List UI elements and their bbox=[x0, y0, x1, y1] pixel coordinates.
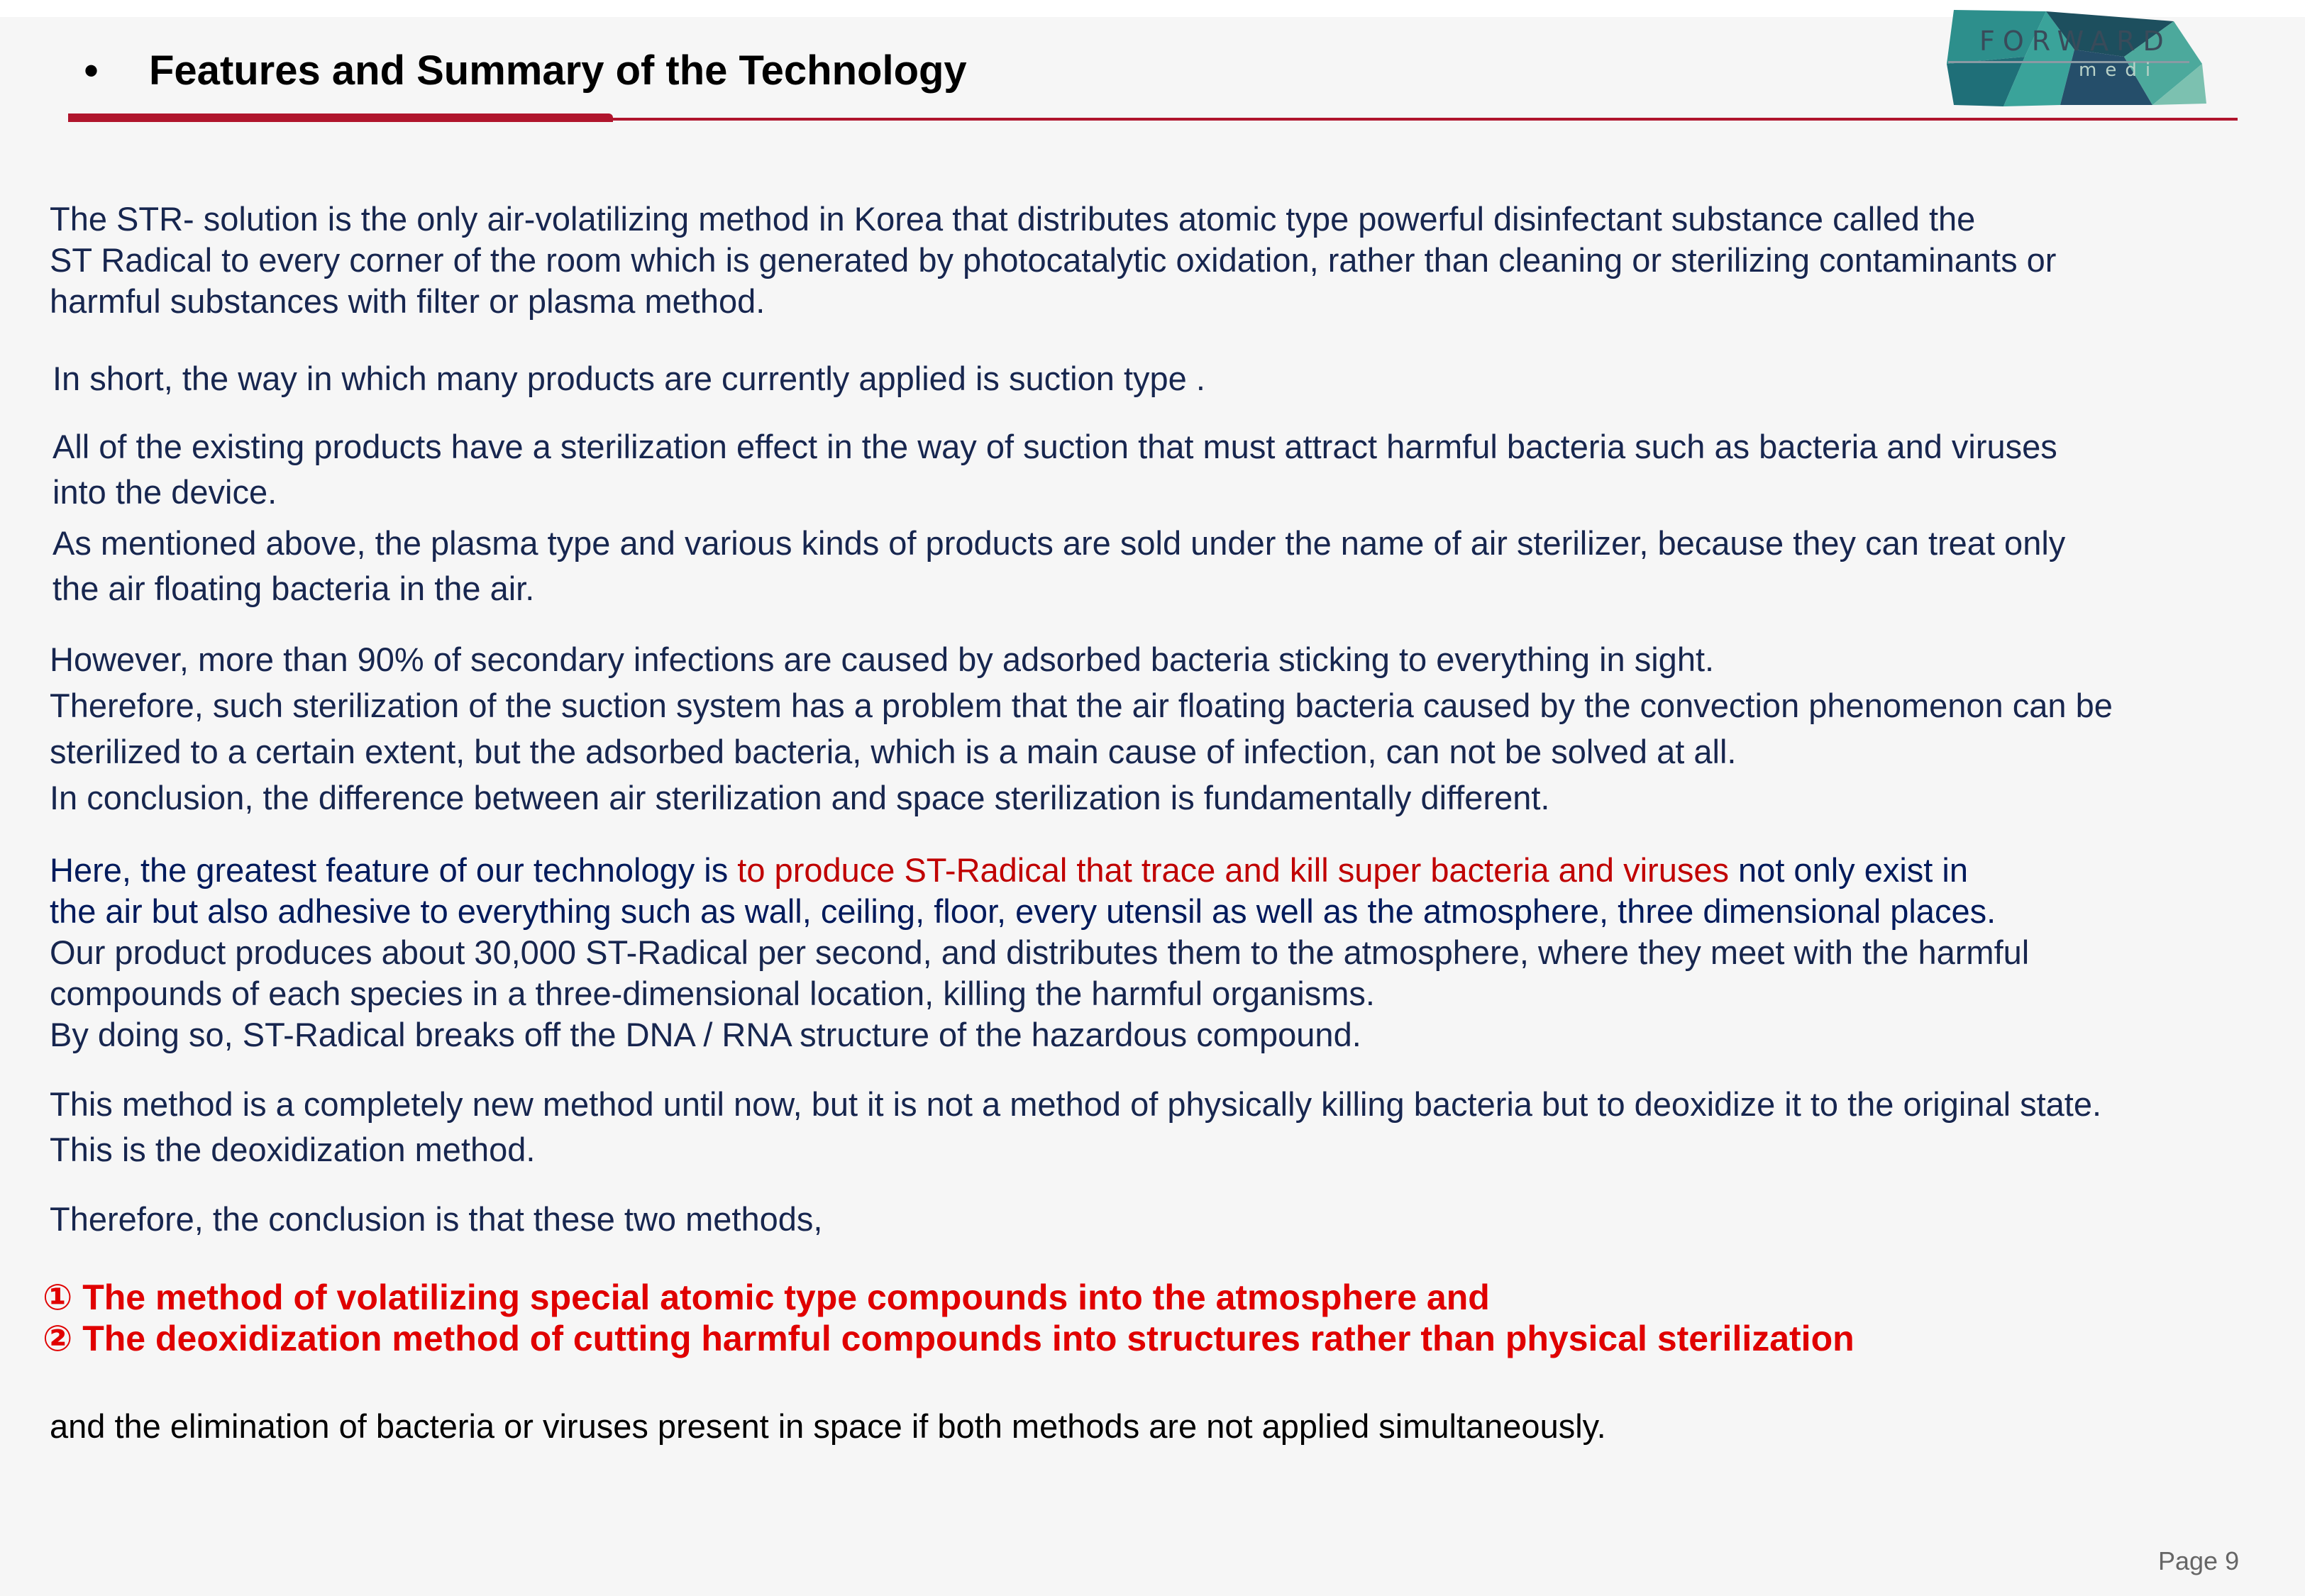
highlighted-text: to produce ST-Radical that trace and kill super bacteria and viruses bbox=[737, 851, 1729, 889]
page-title: Features and Summary of the Technology bbox=[149, 48, 967, 94]
forward-medi-logo bbox=[1940, 7, 2209, 106]
text-line: harmful substances with filter or plasma method. bbox=[50, 282, 765, 320]
text-line: compounds of each species in a three-dimensional location, killing the harmful organisms. bbox=[50, 975, 1375, 1012]
title-row bbox=[84, 43, 967, 99]
point-two: ② The deoxidization method of cutting harmful compounds into structures rather than physical sterilization bbox=[43, 1319, 1854, 1358]
text-line: the air floating bacteria in the air. bbox=[52, 570, 535, 607]
paragraph-secondary-infections bbox=[50, 636, 2113, 821]
text-line: ST Radical to every corner of the room which is generated by photocatalytic oxidation, rather than cleaning or sterilizing contaminants or bbox=[50, 241, 2057, 279]
title-bullet: • bbox=[84, 47, 99, 94]
paragraph-suction-type: In short, the way in which many products are currently applied is suction type . bbox=[52, 360, 1205, 397]
text-line: Our product produces about 30,000 ST-Radical per second, and distributes them to the atmosphere, where they meet with the harmful bbox=[50, 933, 2030, 971]
paragraph-final: and the elimination of bacteria or viruses present in space if both methods are not applied simultaneously. bbox=[50, 1407, 1606, 1445]
text-line: the air but also adhesive to everything such as wall, ceiling, floor, every utensil as well as the atmosphere, three dimensional places. bbox=[50, 892, 1996, 930]
text-line: By doing so, ST-Radical breaks off the DNA / RNA structure of the hazardous compound. bbox=[50, 1016, 1361, 1053]
text-span: not only exist in bbox=[1728, 851, 1968, 889]
paragraph-intro bbox=[50, 199, 2056, 322]
text-line: This method is a completely new method until now, but it is not a method of physically killing bacteria but to deoxidize it to the original state. bbox=[50, 1085, 2102, 1123]
logo-sub: medi bbox=[2079, 60, 2160, 81]
text-line: The STR- solution is the only air-volatilizing method in Korea that distributes atomic type powerful disinfectant substance called the bbox=[50, 200, 1976, 238]
text-line: As mentioned above, the plasma type and various kinds of products are sold under the name of air sterilizer, because they can treat only bbox=[52, 524, 2066, 562]
text-line bbox=[50, 850, 2029, 891]
text-line: This is the deoxidization method. bbox=[50, 1131, 536, 1168]
text-line: However, more than 90% of secondary infections are caused by adsorbed bacteria sticking to everything in sight. bbox=[50, 641, 1715, 678]
text-line: sterilized to a certain extent, but the adsorbed bacteria, which is a main cause of infection, can not be solved at all. bbox=[50, 733, 1737, 770]
page-number: Page 9 bbox=[2158, 1546, 2240, 1575]
logo-word: FORWARD bbox=[1979, 26, 2172, 57]
text-line: In conclusion, the difference between air sterilization and space sterilization is fundamentally different. bbox=[50, 779, 1550, 816]
text-span: Here, the greatest feature of our technology is bbox=[50, 851, 738, 889]
text-line: All of the existing products have a sterilization effect in the way of suction that must attract harmful bacteria such as bacteria and viruses bbox=[52, 428, 2057, 465]
paragraph-new-method bbox=[50, 1082, 2101, 1173]
logo-polygon-graphic bbox=[1940, 7, 2209, 106]
text-line: into the device. bbox=[52, 473, 277, 511]
text-line: Therefore, such sterilization of the suction system has a problem that the air floating bacteria caused by the convection phenomenon can be bbox=[50, 687, 2113, 724]
point-one: ① The method of volatilizing special atomic type compounds into the atmosphere and bbox=[43, 1278, 1490, 1317]
paragraph-greatest-feature bbox=[50, 850, 2029, 1055]
paragraph-conclusion: Therefore, the conclusion is that these two methods, bbox=[50, 1200, 823, 1238]
paragraph-existing-products bbox=[52, 424, 2065, 611]
title-underline bbox=[68, 118, 2238, 121]
